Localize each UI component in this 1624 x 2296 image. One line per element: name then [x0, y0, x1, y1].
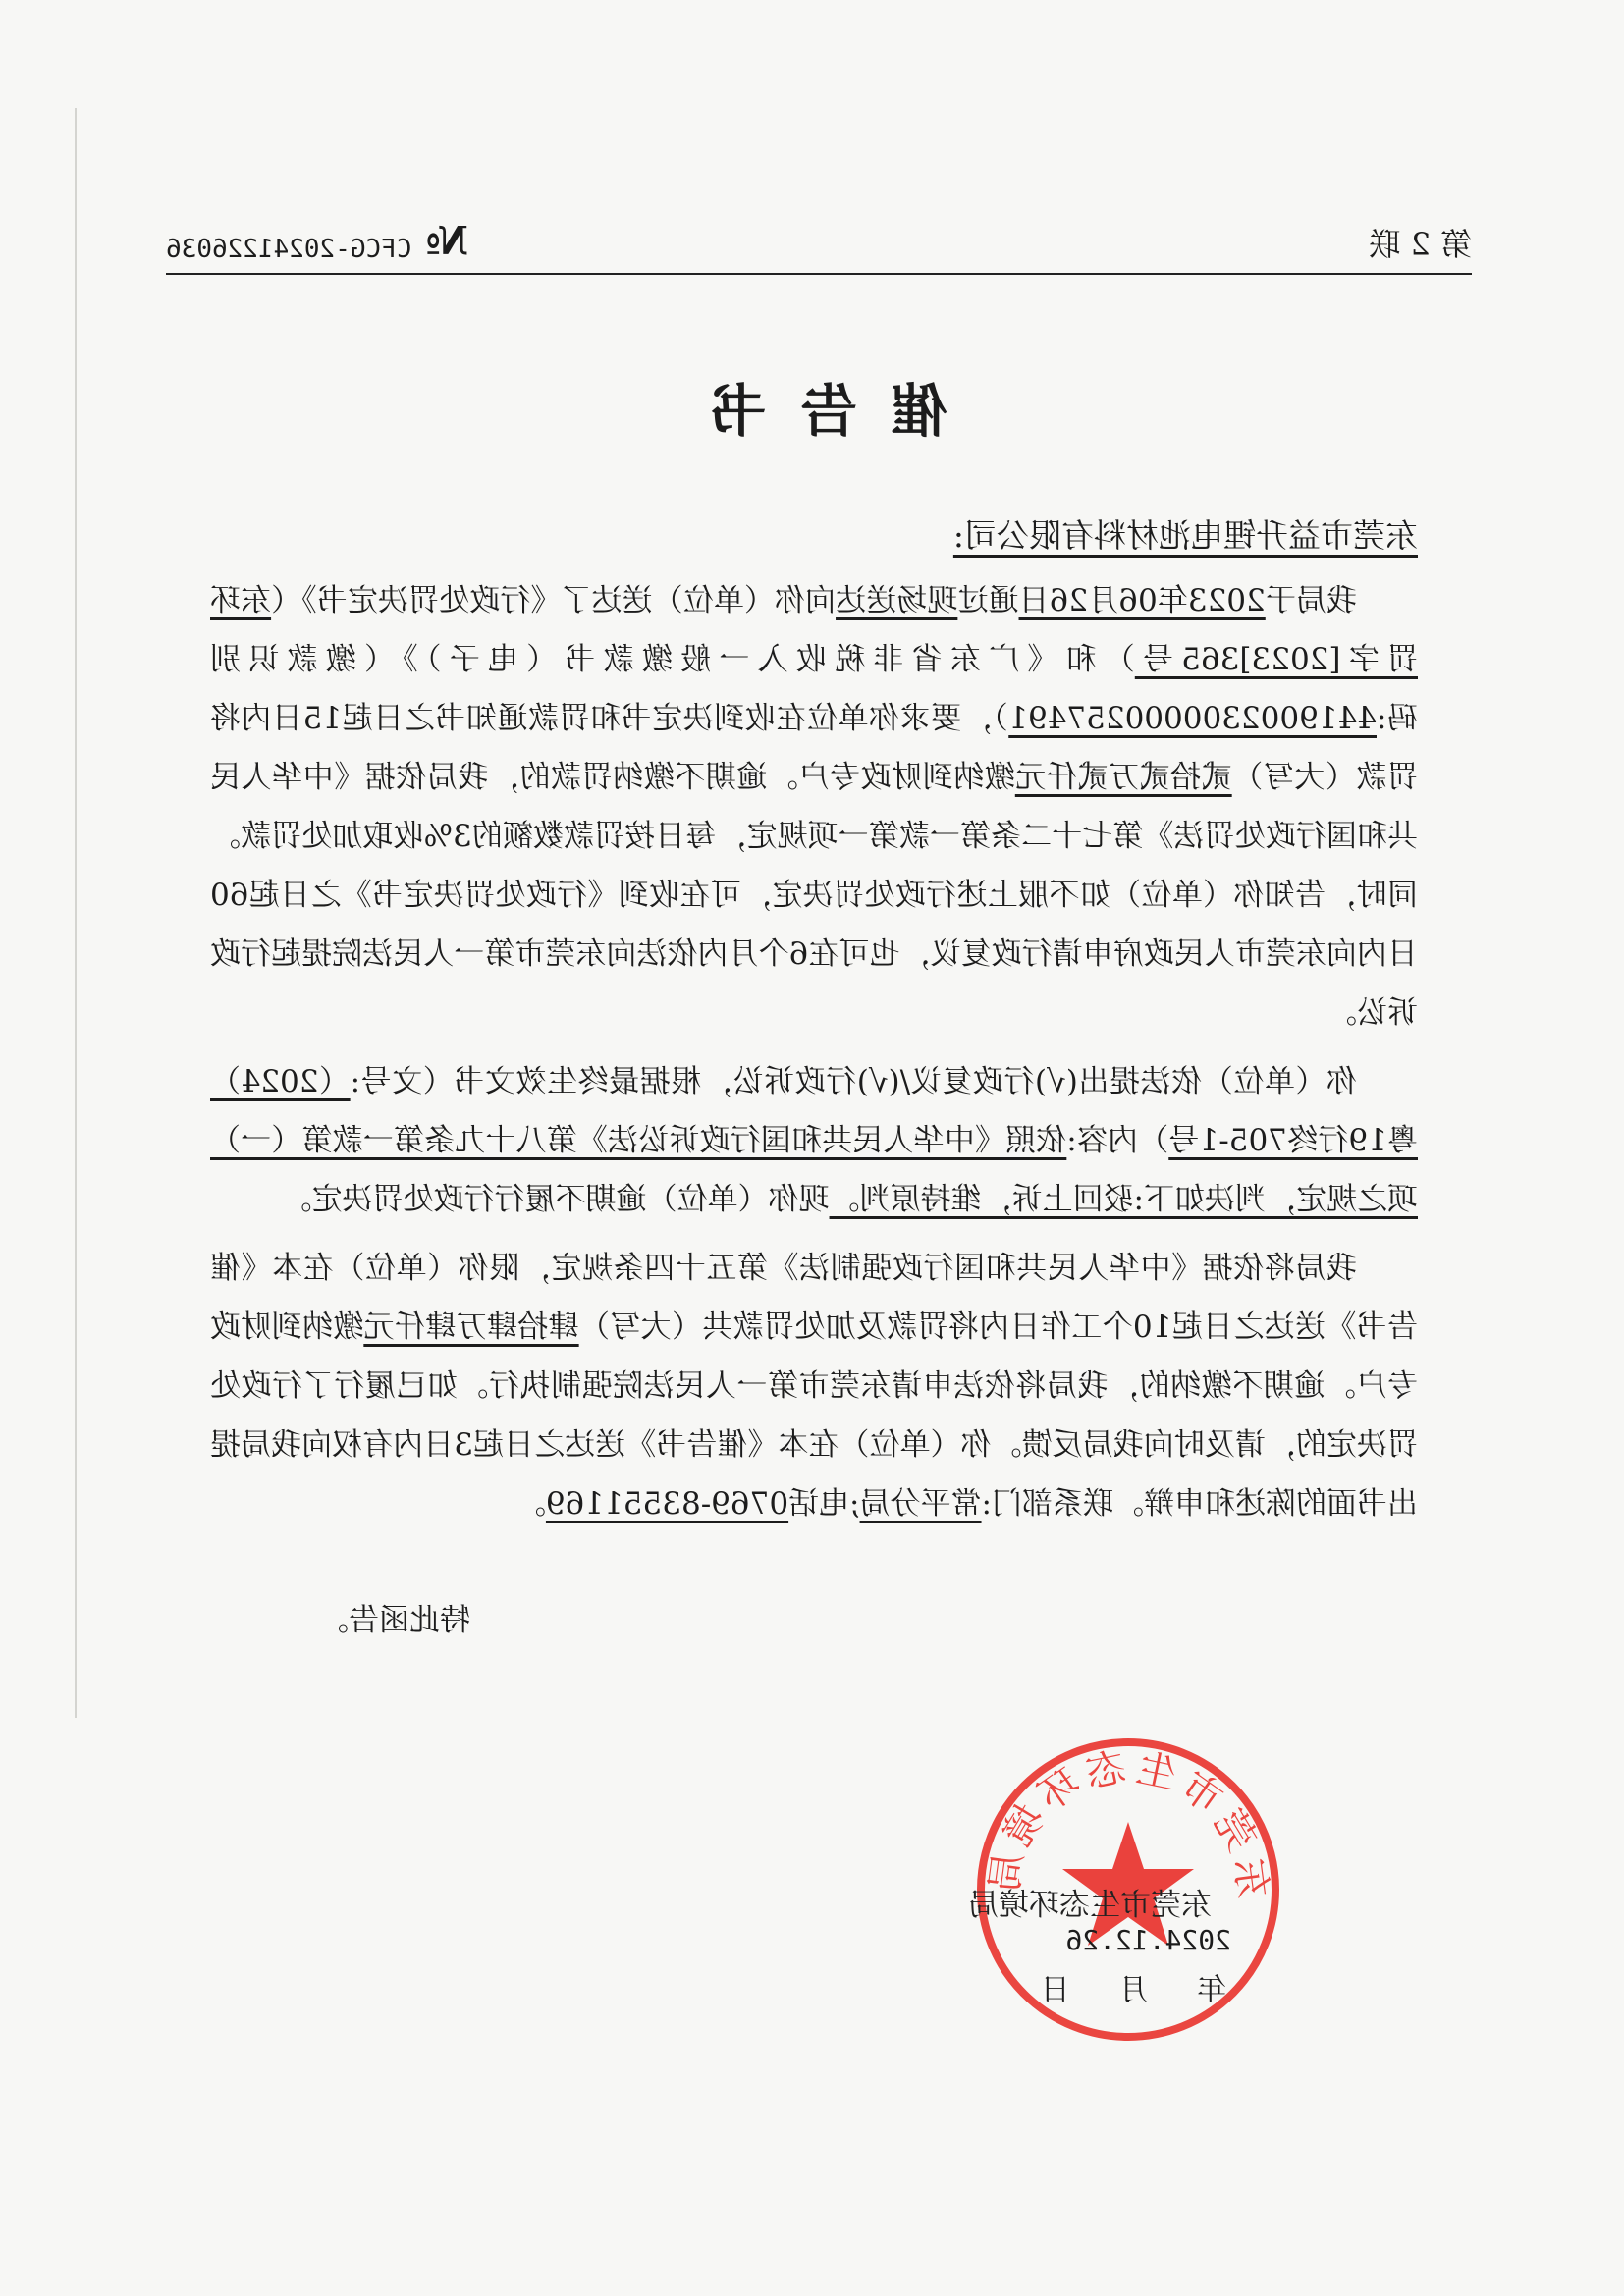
serial-number	[166, 218, 468, 264]
letter-body	[210, 571, 1418, 1533]
issue-date: 2024.12.26	[1065, 1924, 1231, 1956]
p1-text-3: 向你（单位）送达了《行政处罚决定书》（	[271, 583, 837, 618]
seal-text: 东莞市生态环境局	[981, 1744, 1275, 1901]
serial-value: CFCG-20241226036	[166, 235, 412, 264]
service-method: 现场送达	[836, 583, 958, 618]
decision-number: 东环罚字[2023]365号	[210, 583, 1418, 677]
contact-phone: 0769-83551169	[545, 1486, 789, 1522]
issuing-organization: 东莞市生态环境局	[968, 1888, 1212, 1923]
p1-text-1: 我局于	[1265, 583, 1357, 618]
p3-text-1: 我局将依据《中华人民共和国行政强制法》第五十四条规定，限你（单位）在本《催告书》送达之日起10个工作日内将罚款及加处罚款共（大写）	[210, 1251, 1418, 1345]
p3-text-3: ;电话	[788, 1486, 860, 1522]
p2-text-3: 现你（单位）逾期不履行行政处罚决定。	[281, 1182, 830, 1217]
p1-text-6: 缴纳到财政专户。逾期不缴纳罚款的，我局依据《中华人民共和国行政处罚法》第七十二条第一款第一项规定，每日按罚款数额的3%收取加处罚款。同时，告知你（单位）如不服上述行政处罚决定，可在收到《行政处罚决定书》之日起60日内向东莞市人民政府申请行政复议，也可在6个月内依法向东莞市第一人民法院提起行政诉讼。	[209, 760, 1418, 1031]
p2-text-2: ）内容:	[1066, 1123, 1169, 1158]
paragraph-1	[210, 571, 1418, 1042]
p2-text-1: 你（单位）依法提出(√)行政复议/(√)行政诉讼，根据最终生效文书（文号:	[350, 1064, 1357, 1099]
number-sign: №	[425, 218, 468, 264]
contact-department: 常平分局	[859, 1486, 982, 1522]
payment-code: 4419002300000257491	[1008, 701, 1377, 736]
paragraph-3	[210, 1239, 1418, 1533]
document-header	[166, 218, 1472, 275]
fine-amount: 贰拾贰万贰仟元	[1014, 760, 1232, 795]
closing-remark: 特此函告。	[318, 1603, 470, 1638]
case-number: （2024）粤19行终705-1号	[210, 1064, 1418, 1158]
p3-text-2: 缴纳到财政专户。逾期不缴纳的，我局将依法申请东莞市第一人民法院强制执行。如已履行了行政处罚决定的，请及时向我局反馈。你（单位）在本《催告书》送达之日起3日内有权向我局提出书面的陈述和申辩。联系部门:	[210, 1309, 1418, 1522]
p1-text-2: 通过	[957, 583, 1019, 618]
service-date: 2023年06月26日	[1018, 583, 1266, 618]
recipient: 东莞市益升锂电池材料有限公司:	[952, 516, 1418, 555]
p1-text-4: ）和《广东省非税收入一般缴款书（电子）》（缴款识别码:	[210, 642, 1418, 736]
p3-text-4: 。	[514, 1486, 546, 1522]
p1-text-5: ），要求你单位在收到决定书和罚款通知书之日起15日内将罚款（大写）	[210, 701, 1418, 795]
page-title: 催告书	[677, 378, 948, 445]
copy-label: 第 2 联	[1369, 226, 1472, 263]
judgment-content: 依照《中华人民共和国行政诉讼法》第八十九条第一款第（一）项之规定，判决如下:驳回上诉，维持原判。	[210, 1123, 1418, 1217]
date-units: 年 月 日	[1040, 1973, 1226, 2007]
total-amount: 肆拾肆万肆仟元	[363, 1309, 579, 1345]
paragraph-2	[210, 1052, 1418, 1229]
